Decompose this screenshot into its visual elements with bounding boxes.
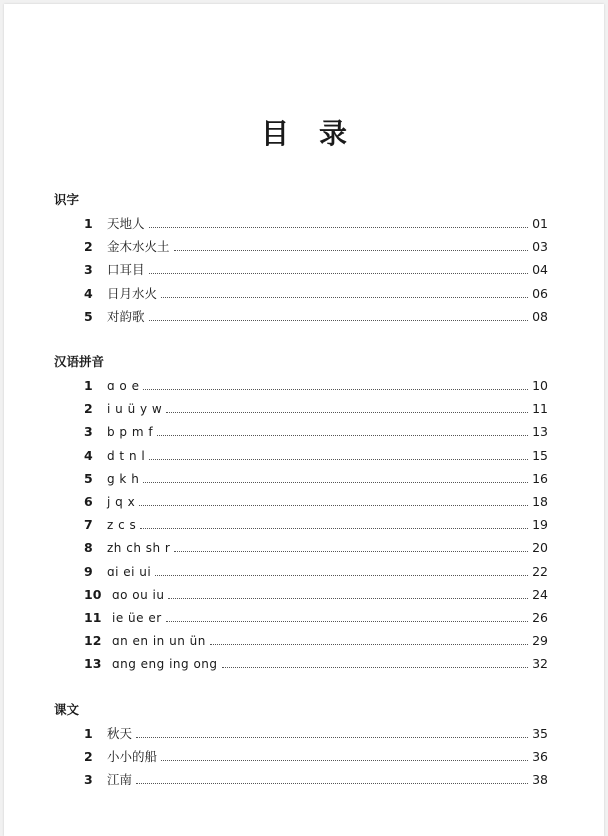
toc-entry-number: 5: [84, 470, 93, 486]
toc-entry-number: 10: [84, 586, 102, 602]
dot-leader: [149, 459, 528, 460]
toc-entry-number: 13: [84, 656, 102, 672]
toc-entry-page: 04: [532, 262, 548, 278]
toc-entry-page: 13: [532, 424, 548, 440]
toc-entry-label: i u ü y w: [107, 402, 163, 417]
toc-entry-label: b p m f: [107, 425, 154, 440]
toc-entry[interactable]: [84, 726, 548, 742]
dot-leader: [139, 505, 528, 506]
toc-entry-page: 06: [532, 285, 548, 301]
toc-entry-label: ɑng eng ing ong: [112, 657, 218, 672]
toc-entry[interactable]: [84, 239, 548, 255]
toc-entry-number: 5: [84, 308, 93, 324]
dot-leader: [161, 760, 528, 761]
toc-entry-page: 10: [532, 378, 548, 393]
toc-entry-number: 7: [84, 517, 93, 533]
dot-leader: [140, 528, 528, 529]
toc-entry-label: zh ch sh r: [107, 541, 171, 556]
toc-entry-number: 1: [84, 378, 93, 393]
dot-leader: [222, 667, 529, 668]
toc-entry[interactable]: [84, 772, 548, 788]
toc-entry-page: 29: [532, 633, 548, 649]
toc-entry-number: 4: [84, 285, 93, 301]
title-char-2: 录: [319, 117, 348, 150]
toc-entry-page: 15: [532, 447, 548, 463]
title-char-1: 目: [260, 117, 289, 150]
dot-leader: [149, 227, 529, 228]
toc-entry-label: 秋天: [107, 726, 133, 741]
dot-leader: [161, 297, 528, 298]
dot-leader: [166, 621, 528, 622]
dot-leader: [149, 320, 529, 321]
toc-entry-number: 12: [84, 633, 102, 649]
toc-entry-page: 18: [532, 494, 548, 509]
toc-entry[interactable]: [84, 262, 548, 278]
toc-entry-number: 3: [84, 772, 93, 788]
toc-entry-number: 2: [84, 749, 93, 765]
toc-entry-number: 1: [84, 726, 93, 741]
section-pinyin-heading: 汉语拼音: [54, 354, 105, 369]
toc-entry-label: j q x: [107, 495, 136, 509]
dot-leader: [157, 435, 528, 436]
toc-entry-label: 江南: [107, 772, 133, 788]
toc-entry[interactable]: [84, 378, 548, 394]
toc-entry[interactable]: [84, 540, 548, 556]
toc-entry-number: 6: [84, 494, 93, 509]
toc-entry-page: 01: [532, 216, 548, 231]
dot-leader: [155, 575, 528, 576]
toc-entry-label: ɑo ou iu: [112, 587, 165, 602]
toc-entry-page: 38: [532, 772, 548, 788]
toc-entry-page: 20: [532, 540, 548, 556]
toc-entry-label: 对韵歌: [107, 308, 145, 324]
dot-leader: [210, 644, 528, 645]
toc-entry-label: 口耳目: [107, 262, 145, 278]
toc-entry[interactable]: [84, 424, 548, 440]
toc-entry[interactable]: [84, 309, 548, 325]
toc-entry[interactable]: [84, 471, 548, 487]
toc-entry[interactable]: [84, 587, 548, 603]
toc-entry-number: 2: [84, 239, 93, 255]
dot-leader: [149, 273, 529, 274]
toc-entry-number: 3: [84, 262, 93, 278]
toc-entry-number: 4: [84, 447, 93, 463]
dot-leader: [166, 412, 528, 413]
toc-entry[interactable]: [84, 633, 548, 649]
toc-entry-label: 日月水火: [107, 285, 158, 301]
document-page: [4, 4, 604, 836]
toc-entry-number: 11: [84, 610, 102, 625]
toc-entry-number: 8: [84, 540, 93, 556]
dot-leader: [174, 250, 529, 251]
toc-entry-page: 03: [532, 239, 548, 255]
toc-entry[interactable]: [84, 656, 548, 672]
toc-entry-page: 35: [532, 726, 548, 741]
toc-entry-number: 9: [84, 563, 93, 579]
toc-entry-label: 小小的船: [107, 749, 158, 765]
toc-entry[interactable]: [84, 564, 548, 580]
toc-entry-page: 19: [532, 517, 548, 533]
page-title: [4, 112, 604, 152]
toc-entry-page: 22: [532, 563, 548, 579]
toc-entry-page: 24: [532, 586, 548, 602]
toc-entry[interactable]: [84, 401, 548, 417]
toc-entry-page: 36: [532, 749, 548, 765]
dot-leader: [136, 783, 528, 784]
toc-entry[interactable]: [84, 286, 548, 302]
toc-entry-label: d t n l: [107, 448, 146, 463]
section-texts-heading: 课文: [54, 702, 80, 717]
toc-entry-label: ɑi ei ui: [107, 564, 152, 579]
section-literacy-heading: 识字: [54, 192, 80, 207]
toc-entry-label: z c s: [107, 518, 137, 533]
toc-entry-page: 08: [532, 308, 548, 324]
toc-entry[interactable]: [84, 610, 548, 626]
dot-leader: [136, 737, 528, 738]
toc-entry[interactable]: [84, 448, 548, 464]
toc-entry-label: 金木水火土: [107, 239, 170, 255]
toc-entry-page: 16: [532, 470, 548, 486]
toc-entry-page: 26: [532, 610, 548, 625]
toc-entry-label: ɑn en in un ün: [112, 634, 206, 649]
toc-entry[interactable]: [84, 749, 548, 765]
toc-entry-label: ie üe er: [112, 611, 162, 625]
dot-leader: [168, 598, 528, 599]
toc-entry-number: 2: [84, 401, 93, 417]
toc-entry-label: ɑ o e: [107, 379, 140, 393]
toc-entry[interactable]: [84, 216, 548, 232]
dot-leader: [143, 482, 528, 483]
toc-entry-number: 1: [84, 216, 93, 231]
toc-entry-page: 11: [532, 401, 548, 417]
toc-entry-label: g k h: [107, 471, 140, 486]
toc-entry[interactable]: [84, 517, 548, 533]
toc-entry-label: 天地人: [107, 216, 145, 231]
toc-entry[interactable]: [84, 494, 548, 510]
toc-entry-page: 32: [532, 656, 548, 672]
toc-entry-number: 3: [84, 424, 93, 440]
dot-leader: [143, 389, 528, 390]
dot-leader: [174, 551, 528, 552]
